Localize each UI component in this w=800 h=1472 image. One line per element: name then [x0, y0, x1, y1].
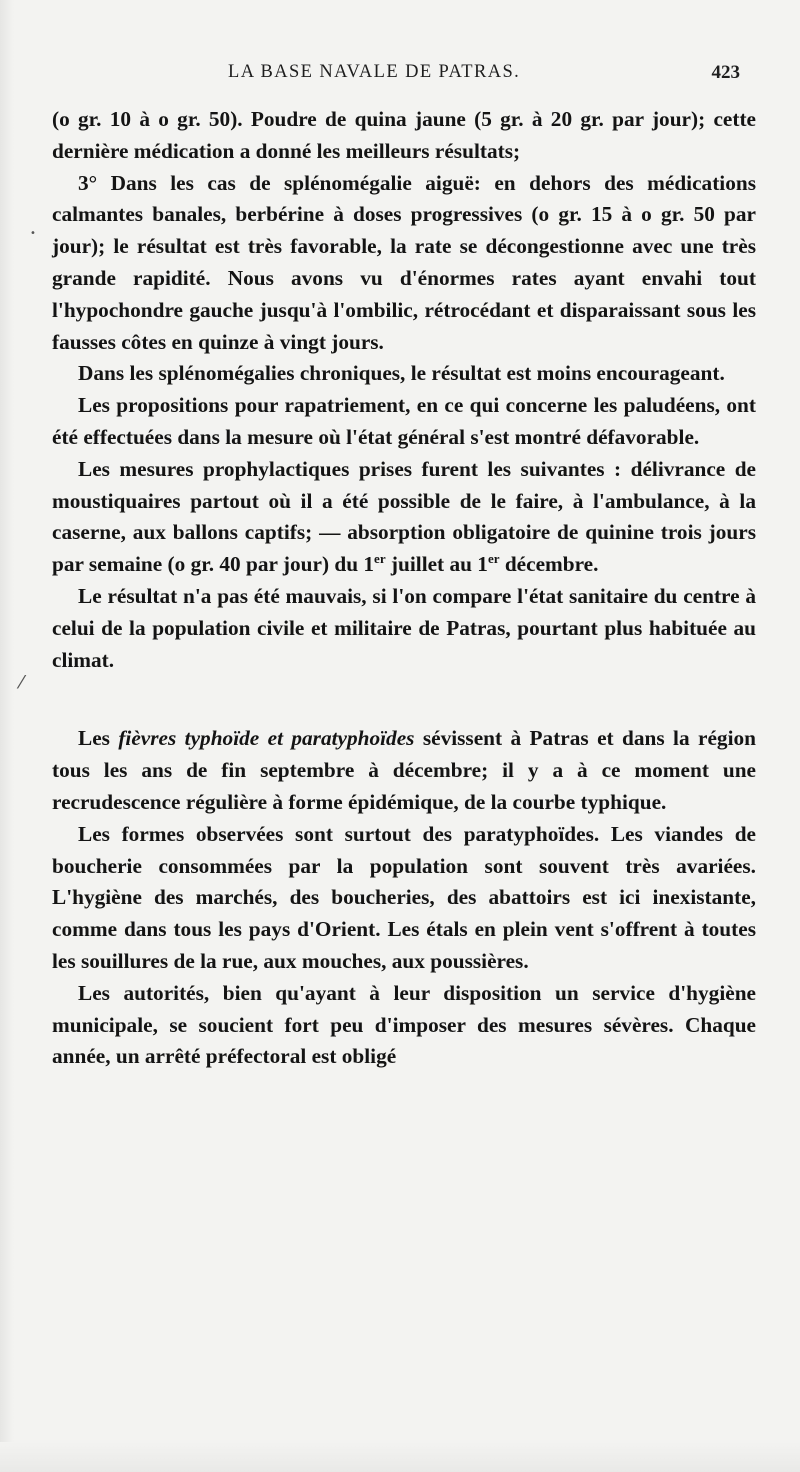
paragraph-authorities: Les autorités, bien qu'ayant à leur disposition un service d'hygiène municipale, se soucient fort peu d'imposer des mesures sévères. Chaque année, un arrêté préfectoral est obligé	[52, 980, 756, 1069]
margin-dot: •	[30, 228, 36, 239]
typhoid-italic-term: fièvres typhoïde et paratyphoïdes	[118, 726, 415, 751]
page-edge-shadow	[0, 0, 14, 1472]
prophylaxis-text-cont: juillet au 1	[385, 552, 488, 577]
superscript-er: er	[374, 551, 386, 567]
paragraph-paratyphoid-forms: Les formes observées sont surtout des paratyphoïdes. Les viandes de boucherie consommées par la population sont souvent très avariées. L'hygiène des marchés, des boucheries, des abattoirs est ici inexistante, comme dans tous les pays d'Orient. Les étals en plein vent s'offrent à toutes les souillures de la rue, aux mouches, aux poussières.	[52, 821, 756, 973]
margin-stroke: ⁄	[20, 672, 24, 693]
paragraph-chronic-splenomegaly: Dans les splénomégalies chroniques, le résultat est moins encourageant.	[78, 361, 725, 386]
paragraph-quina-treatment: (o gr. 10 à o gr. 50). Poudre de quina jaune (5 gr. à 20 gr. par jour); cette dernière médication a donné les meilleurs résultats;	[52, 107, 756, 163]
paragraph-typhoid	[52, 723, 756, 818]
page-bottom-shadow	[0, 1442, 800, 1472]
prophylaxis-text: Les mesures prophylactiques prises furent les suivantes : délivrance de moustiquaires partout où il a été possible de le faire, à l'ambulance, à la caserne, aux ballons captifs; — absorption obligatoire de quinine trois jours par semaine (o gr. 40 par jour) du 1	[52, 456, 756, 577]
superscript-er: er	[487, 551, 500, 567]
running-head: LA BASE NAVALE DE PATRAS.	[228, 62, 521, 82]
typhoid-text-start: Les	[78, 726, 119, 751]
typhoid-text-end: sévissent à Patras et dans la région tous les ans de fin septembre à décembre; il y a à ce moment une recrudescence régulière à forme épidémique, de la courbe typhique.	[52, 726, 756, 814]
paragraph-prophylaxis	[52, 454, 756, 581]
prophylaxis-text-end: décembre.	[499, 552, 599, 577]
body-text	[52, 104, 756, 1073]
page-number: 423	[711, 62, 740, 83]
paragraph-acute-splenomegaly: 3° Dans les cas de splénomégalie aiguë: en dehors des médications calmantes banales, berbérine à doses progressives (o gr. 15 à o gr. 50 par jour); le résultat est très favorable, la rate se décongestionne avec une très grande rapidité. Nous avons vu d'énormes rates ayant envahi tout l'hypochondre gauche jusqu'à l'ombilic, rétrocédant et disparaissant sous les fausses côtes en quinze à vingt jours.	[52, 170, 756, 354]
paragraph-repatriation: Les propositions pour rapatriement, en ce qui concerne les paludéens, ont été effectuées dans la mesure où l'état général s'est montré défavorable.	[52, 393, 756, 449]
paragraph-sanitary-result: Le résultat n'a pas été mauvais, si l'on compare l'état sanitaire du centre à celui de la population civile et militaire de Patras, pourtant plus habituée au climat.	[52, 583, 756, 672]
